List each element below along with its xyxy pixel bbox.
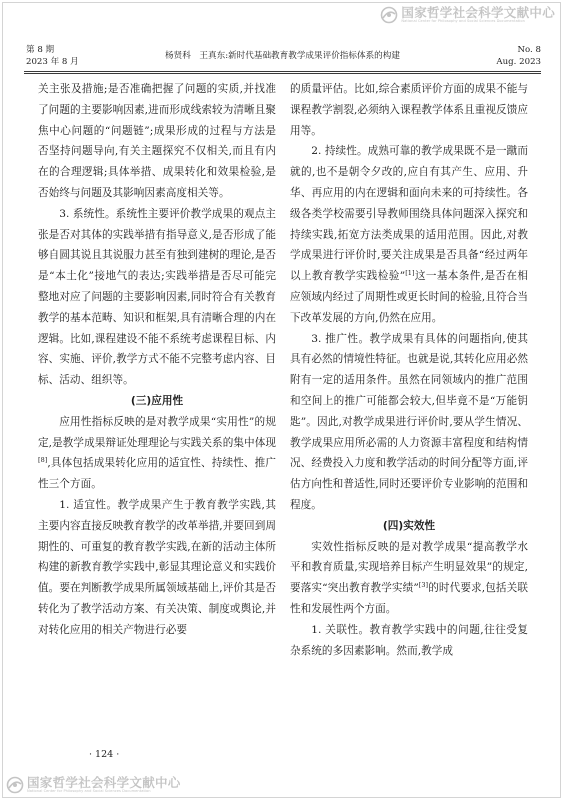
issue-date-en: Aug. 2023 xyxy=(496,57,541,67)
watermark-name-en: National Center for Philosophy and Social Sciences Documentation xyxy=(401,19,525,23)
left-column xyxy=(38,79,276,641)
ncpssd-logo-icon xyxy=(6,776,24,794)
citation-ref: [8] xyxy=(38,456,48,465)
header-rule-thin xyxy=(24,73,541,74)
paragraph-continued-right: 的质量评估。比如,综合素质评价方面的成果不能与课程教学割裂,必须纳入课程教学体系且重视反馈应用等。 xyxy=(290,83,528,137)
right-column xyxy=(290,79,528,661)
issue-number-en: No. 8 xyxy=(517,45,541,55)
paragraph-continued: 关主张及措施;是否准确把握了问题的实质,并找准了问题的主要影响因素,进而形成线索较为清晰且聚焦中心问题的“问题链”;成果形成的过程与方法是否坚持问题导向,有关主题探究不仅相关,而且有内在的合理逻辑;具体举措、成果转化和效果检验,是否始终与问题及其影响因素高度相关等。 xyxy=(38,83,276,199)
paragraph-suitability: 1. 适宜性。教学成果产生于教育教学实践,其主要内容直接反映教育教学的改革举措,并要回到周期性的、可重复的教育教学实践,在新的活动主体所构建的新教育教学实践中,彰显其理论意义和实践价值。要在判断教学成果所属领域基础上,评价其是否转化为了教学活动方案、有关决策、制度或舆论,并对转化应用的相关产物进行必要 xyxy=(38,498,276,636)
header-issue-right xyxy=(496,44,541,68)
issue-date-cn: 2023 年 8 月 xyxy=(26,57,79,67)
citation-ref: [1] xyxy=(405,269,415,278)
text-segment: 实效性指标反映的是对教学成果“提高教学水平和教育质量,实现培养目标产生明显效果”的规定,要落实“突出教育教学实绩” xyxy=(290,540,528,595)
header-rule xyxy=(24,71,541,72)
section-heading-effectiveness: (四)实效性 xyxy=(382,519,436,532)
page-number: · 124 · xyxy=(89,749,120,760)
watermark-name-cn: 国家哲学社会科学文献中心 xyxy=(27,775,181,790)
ncpssd-logo-icon xyxy=(380,6,398,24)
watermark-bottom xyxy=(6,776,181,794)
text-segment: 这一基本条件,是否在相应领域内经过了周期性或更长时间的检验,且符合当下改革发展的方向,仍然在应用。 xyxy=(290,270,529,324)
watermark-name-cn: 国家哲学社会科学文献中心 xyxy=(401,5,555,20)
text-segment: ,具体包括成果转化应用的适宜性、持续性、推广性三个方面。 xyxy=(38,457,276,491)
running-title: 杨贤科 王真东:新时代基础教育教学成果评价指标体系的构建 xyxy=(165,51,400,61)
issue-number-cn: 第 8 期 xyxy=(26,45,55,55)
paragraph-systematic: 3. 系统性。系统性主要评价教学成果的观点主张是否对其体的实践举措有指导意义,是否形成了能够自圆其说且其说服力甚至有独到建树的理论,是否是“本土化”接地气的表达;实践举措是否尽可能完整地对应了问题的主要影响因素,同时符合有关教育教学的基本范畴、知识和框架,具有清晰合理的内在逻辑。比如,课程建设不能不系统考虑课程目标、内容、实施、评价,教学方式不能不完整考虑内容、目标、活动、组织等。 xyxy=(38,207,276,387)
text-segment: 的时代要求,包括关联性和发展性两个方面。 xyxy=(290,582,528,615)
citation-ref: [3] xyxy=(418,581,429,590)
watermark-name-en: National Center for Philosophy and Social Sciences Documentation xyxy=(27,789,151,793)
paragraph-relevance: 1. 关联性。教育教学实践中的问题,往往受复杂系统的多因素影响。然而,教学成 xyxy=(290,623,528,657)
paragraph-effectiveness-intro xyxy=(290,537,528,620)
section-heading-applicability: (三)应用性 xyxy=(130,394,184,407)
watermark-top xyxy=(380,6,555,24)
text-segment: 2. 持续性。成熟可靠的教学成果既不是一蹴而就的,也不是朝令夕改的,应自有其产生、应用、升华、再应用的内在逻辑和面向未来的可持续性。各级各类学校需要引导教师围绕具体问题深入探究和持续实践,拓宽方法类成果的适用范围。因此,对教学成果进行评价时,要关注成果是否具备“经过两年以上教育教学实践检验” xyxy=(290,145,528,283)
text-segment: 应用性指标反映的是对教学成果“实用性”的规定,是教学成果辩证处理理论与实践关系的集中体现 xyxy=(38,415,276,449)
paragraph-applicability-intro xyxy=(38,412,276,495)
paragraph-promotability: 3. 推广性。教学成果有具体的问题指向,使其具有必然的情境性特征。也就是说,其转化应用必然附有一定的适用条件。虽然在同领域内的推广范围和空间上的推广可能都会较大,但毕竟不是“万能钥匙”。因此,对教学成果进行评价时,要从学生情况、教学成果应用所必需的人力资源丰富程度和结构情况、经费投入力度和教学活动的时间分配等方面,评估方向性和普适性,同时还要评价专业影响的范围和程度。 xyxy=(290,332,528,511)
paragraph-sustainability xyxy=(290,141,528,328)
